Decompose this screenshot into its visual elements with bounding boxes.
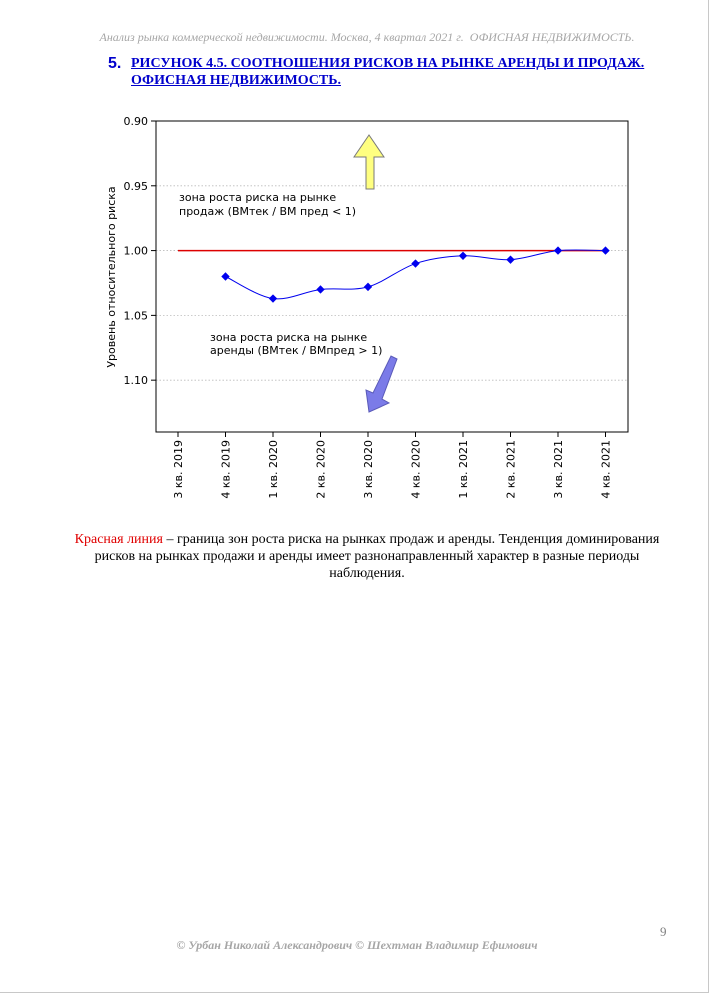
data-point [459, 252, 467, 260]
figure-number: 5. [108, 55, 122, 72]
header-text: Анализ рынка коммерческой недвижимости. Москва, 4 квартал 2021 г. [99, 30, 464, 44]
upper-zone-annotation [179, 191, 356, 218]
y-tick-label: 1.10 [123, 374, 148, 388]
lower-zone-line-1: зона роста риска на рынке [210, 331, 368, 344]
data-points [221, 246, 609, 302]
x-tick-label: 1 кв. 2020 [267, 440, 280, 499]
data-point [269, 294, 277, 302]
x-tick-label: 4 кв. 2021 [599, 440, 613, 499]
upper-zone-line-1: зона роста риска на рынке [179, 191, 337, 204]
figure-title[interactable]: РИСУНОК 4.5. СООТНОШЕНИЯ РИСКОВ НА РЫНКЕ АРЕНДЫ И ПРОДАЖ. ОФИСНАЯ НЕДВИЖИМОСТЬ. [131, 56, 645, 88]
data-point [601, 246, 609, 254]
x-tick-label: 3 кв. 2019 [172, 440, 185, 499]
x-tick-label: 1 кв. 2021 [457, 440, 470, 499]
down-arrow-icon [366, 356, 397, 412]
x-tick-label: 3 кв. 2020 [362, 440, 375, 499]
y-tick-label: 0.95 [123, 179, 148, 193]
x-tick-label: 4 кв. 2019 [219, 440, 233, 499]
header-section: ОФИСНАЯ НЕДВИЖИМОСТЬ. [469, 30, 635, 44]
data-point [506, 255, 514, 263]
upper-zone-line-2: продаж (ВМтек / ВМ пред < 1) [179, 205, 357, 218]
data-point [411, 259, 419, 267]
caption-text: – граница зон роста риска на рынках продаж и аренды. Тенденция доминирования рисков на рынках продажи и аренды имеет разнонаправленный характер в разные периоды наблюдения. [94, 532, 660, 581]
y-tick-label: 1.05 [123, 309, 148, 323]
y-tick-label: 1.00 [123, 244, 148, 258]
x-tick-label: 3 кв. 2021 [552, 440, 565, 499]
up-arrow-icon [354, 135, 384, 189]
lower-zone-line-2: аренды (ВМтек / ВМпред > 1) [210, 344, 383, 357]
lower-zone-annotation [210, 331, 382, 357]
data-point [364, 283, 372, 291]
x-tick-label: 4 кв. 2020 [409, 440, 423, 499]
y-axis-ticks [124, 115, 157, 387]
data-point [554, 246, 562, 254]
series-line [226, 250, 606, 299]
x-tick-label: 2 кв. 2021 [504, 440, 518, 499]
running-footer: © Урбан Николай Александрович © Шехтман Владимир Ефимович [176, 938, 538, 952]
x-axis-ticks [172, 432, 613, 499]
x-tick-label: 2 кв. 2020 [314, 440, 328, 499]
y-tick-label: 0.90 [123, 115, 148, 128]
data-point [316, 285, 324, 293]
figure-caption [60, 531, 674, 582]
y-axis-label: Уровень относительного риска [105, 186, 118, 368]
data-point [221, 272, 229, 280]
caption-highlight: Красная линия [74, 532, 163, 547]
page-number: 9 [660, 924, 667, 939]
